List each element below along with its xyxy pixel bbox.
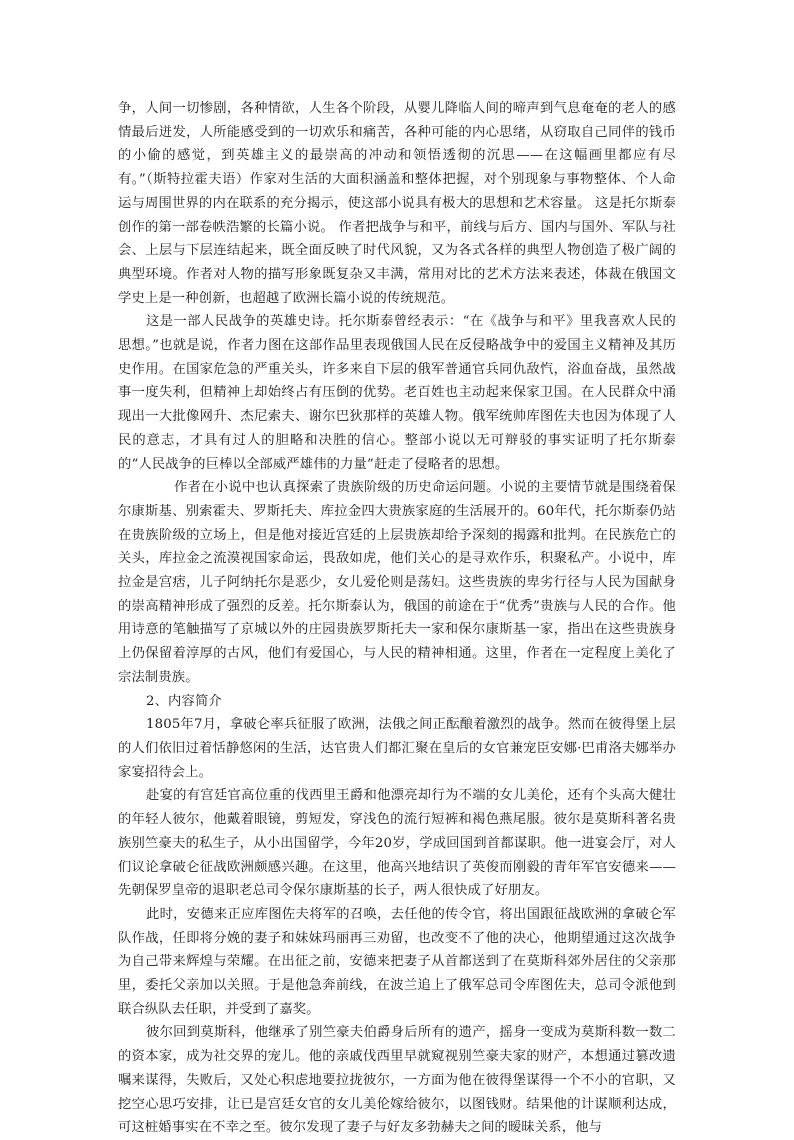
paragraph-pierre: 彼尔回到莫斯科，他继承了别竺豪夫伯爵身后所有的遗产，摇身一变成为莫斯科数一数二的资本家，成为社交界的宠儿。他的亲戚伐西里早就窥视别竺豪夫家的财产，本想通过篡改遗嘱来谋得，失败后，又处心积虑地要拉拢彼尔，一方面为他在彼得堡谋得一个不小的官职，又挖空心思巧安排，让已是宫廷女官的女儿美伦嫁给彼尔，以图钱财。结果他的计谋顺利达成，可这桩婚事实在不幸之至。彼尔发现了妻子与好友多勃赫夫之间的暧昧关系，他与 xyxy=(118,1025,676,1136)
paragraph-banquet: 赴宴的有宫廷官高位重的伐西里王爵和他漂亮却行为不端的女儿美伦，还有个头高大健壮的年轻人彼尔，他戴着眼镜，剪短发，穿浅色的流行短裤和褐色燕尾服。彼尔是莫斯科著名贵族别竺豪夫的私生子，从小出国留学，今年20岁，学成回国到首都谋职。他一进宴会厅，对人们议论拿破仑征战欧洲颇感兴趣。在这里，他高兴地结识了英俊而刚毅的青年军官安德来——先朝保罗皇帝的退职老总司令保尔康斯基的长子，两人很快成了好朋友。 xyxy=(118,788,676,899)
section-heading-summary: 2、内容简介 xyxy=(146,693,222,709)
paragraph-people-war: 这是一部人民战争的英雄史诗。托尔斯泰曾经表示：“在《战争与和平》里我喜欢人民的思想。”也就是说，作者力图在这部作品里表现俄国人民在反侵略战争中的爱国主义精神及其历史作用。在国家危急的严重关头，许多来自下层的俄军普通官兵同仇敌忾，浴血奋战，虽然战事一度失利，但精神上却始终占有压倒的优势。老百姓也主动起来保家卫国。在人民群众中涌现出一大批像网升、杰尼索夫、谢尔巴狄那样的英雄人物。俄军统帅库图佐夫也因为体现了人民的意志，才具有过人的胆略和决胜的信心。整部小说以无可辩驳的事实证明了托尔斯泰的“人民战争的巨棒以全部威严雄伟的力量”赶走了侵略者的思想。 xyxy=(118,314,676,472)
document-page xyxy=(118,97,676,1140)
paragraph-andrei: 此时，安德来正应库图佐夫将军的召唤，去任他的传令官，将出国跟征战欧洲的拿破仑军队作战，任即将分娩的妻子和妹妹玛丽再三劝留，也改变不了他的决心，他期望通过这次战争为自己带来辉煌与荣耀。在出征之前，安德来把妻子从首都送到了在莫斯科郊外居住的父亲那里，委托父亲加以关照。于是他急奔前线，在波兰追上了俄军总司令库图佐夫，总司令派他到联合纵队去任职，并受到了嘉奖。 xyxy=(118,906,676,1017)
paragraph-nobility: 作者在小说中也认真探索了贵族阶级的历史命运问题。小说的主要情节就是围绕着保尔康斯基、别索霍夫、罗斯托夫、库拉金四大贵族家庭的生活展开的。60年代，托尔斯泰仍站在贵族阶级的立场上，但是他对接近宫廷的上层贵族却给予深刻的揭露和批判。在民族危亡的关头，库拉金之流漠视国家命运，畏敌如虎，他们关心的是寻欢作乐，积聚私产。小说中，库拉金是宫痞，儿子阿纳托尔是恶少，女儿爱伦则是荡妇。这些贵族的卑劣行径与人民为国献身的崇高精神形成了强烈的反差。托尔斯泰认为，俄国的前途在于“优秀”贵族与人民的合作。他用诗意的笔触描写了京城以外的庄园贵族罗斯托夫一家和保尔康斯基一家，指出在这些贵族身上仍保留着淳厚的古风，他们有爱国心，与人民的精神相通。这里，作者在一定程度上美化了宗法制贵族。 xyxy=(118,480,676,685)
paragraph-1805: 1805年7月，拿破仑率兵征服了欧洲，法俄之间正酝酿着激烈的战争。然而在彼得堡上层的人们依旧过着恬静悠闲的生活，达官贵人们都汇聚在皇后的女官兼宠臣安娜·巴甫洛夫娜举办家宴招待会上。 xyxy=(118,717,676,780)
paragraph-intro-continued: 争，人间一切惨剧，各种情欲，人生各个阶段，从婴儿降临人间的啼声到气息奄奄的老人的感情最后迸发，人所能感受到的一切欢乐和痛苦，各种可能的内心思绪，从窃取自己同伴的钱币的小偷的感觉，到英雄主义的最崇高的冲动和领悟透彻的沉思——在这幅画里都应有尽有。”（斯特拉霍夫语）作家对生活的大面积涵盖和整体把握，对个别现象与事物整体、个人命运与周围世界的内在联系的充分揭示，使这部小说具有极大的思想和艺术容量。 这是托尔斯泰创作的第一部卷帙浩繁的长篇小说。 作者把战争与和平，前线与后方、国内与国外、军队与社会、上层与下层连结起来，既全面反映了时代风貌，又为各式各样的典型人物创造了极广阔的典型环境。作者对人物的描写形象既复杂又丰满，常用对比的艺术方法来表述，体裁在俄国文学史上是一种创新，也超越了欧洲长篇小说的传统规范。 xyxy=(118,101,676,306)
